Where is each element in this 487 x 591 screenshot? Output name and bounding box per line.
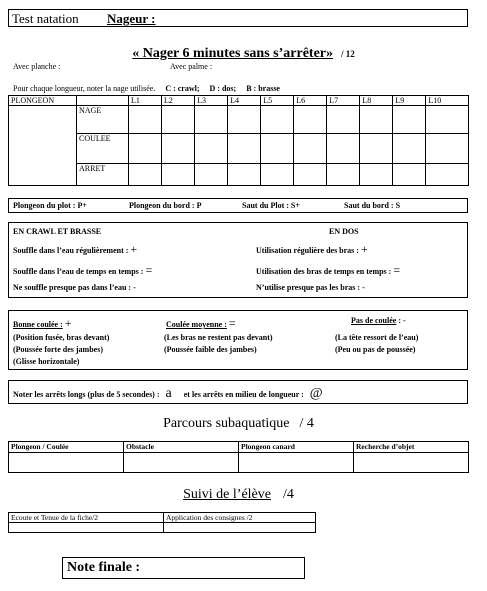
nageur-label: Nageur : <box>107 11 156 26</box>
lap-header: L5 <box>261 96 294 106</box>
suivi-cell[interactable] <box>9 523 164 533</box>
plongeon-legend-box <box>8 198 468 213</box>
dos-item: Utilisation régulière des bras : + <box>256 242 368 256</box>
lap-cell[interactable] <box>360 134 393 164</box>
lap-cell[interactable] <box>294 134 327 164</box>
lap-cell[interactable] <box>129 106 162 134</box>
lap-cell[interactable] <box>360 164 393 186</box>
suivi-title: Suivi de l’élève <box>183 487 271 502</box>
minus-symbol: - <box>133 283 136 292</box>
crawl-item: Souffle dans l’eau régulièrement : + <box>13 242 138 256</box>
test-label: Test natation <box>12 11 79 26</box>
crawl-item: Souffle dans l’eau de temps en temps : = <box>13 263 153 277</box>
code-crawl: C : crawl; <box>165 84 200 93</box>
suivi-col: Ecoute et Tenue de la fiche/2 <box>9 513 164 523</box>
lap-cell[interactable] <box>261 106 294 134</box>
lap-header: L3 <box>195 96 228 106</box>
parcours-col: Recherche d’objet <box>354 442 469 453</box>
crawl-item: Ne souffle presque pas dans l’eau : - <box>13 283 136 292</box>
lap-cell[interactable] <box>129 134 162 164</box>
lap-cell[interactable] <box>393 164 426 186</box>
lap-header: L8 <box>360 96 393 106</box>
lap-cell[interactable] <box>195 164 228 186</box>
code-dos: D : dos; <box>209 84 237 93</box>
lap-cell[interactable] <box>228 134 261 164</box>
nager6-title-row <box>0 44 487 62</box>
code-brasse: B : brasse <box>246 84 280 93</box>
plus-symbol: + <box>64 316 72 330</box>
plongeon-cell[interactable] <box>9 106 77 186</box>
legend-saut-plot: Saut du Plot : S+ <box>242 201 300 210</box>
lap-cell[interactable] <box>426 164 469 186</box>
parcours-cell[interactable] <box>239 453 354 473</box>
arret-long-symbol: a <box>165 386 172 401</box>
bonne-detail: (Poussée forte des jambes) <box>13 345 103 354</box>
legend-bord: Plongeon du bord : P <box>129 201 202 210</box>
equal-symbol: = <box>145 263 153 277</box>
minus-symbol: - <box>362 283 365 292</box>
dos-item: Utilisation des bras de temps en temps : = <box>256 263 401 277</box>
suivi-col: Application des consignes /2 <box>164 513 316 523</box>
lap-header: L2 <box>162 96 195 106</box>
note-finale-box <box>62 557 305 579</box>
lap-cell[interactable] <box>261 164 294 186</box>
bonne-detail: (Glisse horizontale) <box>13 357 80 366</box>
parcours-title: Parcours subaquatique <box>163 416 290 431</box>
lap-cell[interactable] <box>327 164 360 186</box>
lap-header: L9 <box>393 96 426 106</box>
bonne-coulee: Bonne coulée : + <box>13 316 72 330</box>
equal-symbol: = <box>228 316 236 330</box>
avec-planche-label: Avec planche : <box>13 62 61 71</box>
suivi-title-row <box>0 485 477 503</box>
lap-cell[interactable] <box>228 164 261 186</box>
coulee-box <box>8 310 468 370</box>
plus-symbol: + <box>360 242 368 256</box>
lap-header: L4 <box>228 96 261 106</box>
parcours-cell[interactable] <box>9 453 124 473</box>
lap-cell[interactable] <box>129 164 162 186</box>
parcours-score: / 4 <box>299 416 314 431</box>
nage-instruction: Pour chaque longueur, noter la nage utilisée. <box>13 84 156 93</box>
crawl-dos-box <box>8 222 468 298</box>
row-label-coulee: COULEE <box>77 134 129 164</box>
suivi-table <box>8 512 316 533</box>
nager6-title: « Nager 6 minutes sans s’arrêter» <box>132 46 333 61</box>
pas-detail: (Peu ou pas de poussée) <box>335 345 416 354</box>
plongeon-header: PLONGEON <box>9 96 77 106</box>
parcours-col: Obstacle <box>124 442 239 453</box>
bonne-detail: (Position fusée, bras devant) <box>13 333 110 342</box>
row-label-nage: NAGE <box>77 106 129 134</box>
lap-cell[interactable] <box>162 134 195 164</box>
lap-cell[interactable] <box>327 106 360 134</box>
nage-instruction-row <box>13 84 280 93</box>
pas-detail: (La tête ressort de l’eau) <box>335 333 419 342</box>
arret-milieu-symbol: @ <box>309 386 323 401</box>
suivi-score: /4 <box>282 487 294 502</box>
nager6-score: / 12 <box>341 49 355 59</box>
lap-cell[interactable] <box>162 164 195 186</box>
parcours-title-row <box>0 414 477 432</box>
crawl-heading: EN CRAWL ET BRASSE <box>13 227 102 236</box>
parcours-table <box>8 441 469 473</box>
nage-header <box>77 96 129 106</box>
lap-cell[interactable] <box>426 106 469 134</box>
parcours-col: Plongeon canard <box>239 442 354 453</box>
minus-symbol: : - <box>398 316 406 325</box>
equal-symbol: = <box>393 263 401 277</box>
header-box <box>8 9 468 27</box>
lap-cell[interactable] <box>360 106 393 134</box>
suivi-cell[interactable] <box>164 523 316 533</box>
lap-header: L6 <box>294 96 327 106</box>
avec-palme-label: Avec palme : <box>170 62 213 71</box>
lap-cell[interactable] <box>393 134 426 164</box>
moyenne-detail: (Les bras ne restent pas devant) <box>164 333 273 342</box>
lap-cell[interactable] <box>426 134 469 164</box>
lap-cell[interactable] <box>195 134 228 164</box>
moyenne-coulee: Coulée moyenne : = <box>166 316 236 330</box>
laps-table <box>8 95 469 186</box>
arrets-line: Noter les arrêts longs (plus de 5 secondes) : a et les arrêts en milieu de longueur : @ <box>13 386 323 401</box>
lap-cell[interactable] <box>327 134 360 164</box>
parcours-cell[interactable] <box>354 453 469 473</box>
dos-heading: EN DOS <box>329 227 359 236</box>
lap-header: L1 <box>129 96 162 106</box>
lap-cell[interactable] <box>294 106 327 134</box>
lap-cell[interactable] <box>294 164 327 186</box>
legend-saut-bord: Saut du bord : S <box>344 201 401 210</box>
parcours-col: Plongeon / Coulée <box>9 442 124 453</box>
note-finale-label: Note finale : <box>67 560 141 575</box>
lap-header: L10 <box>426 96 469 106</box>
row-label-arret: ARRET <box>77 164 129 186</box>
arrets-box <box>8 380 468 404</box>
moyenne-detail: (Poussée faible des jambes) <box>164 345 257 354</box>
legend-plot-plus: Plongeon du plot : P+ <box>13 201 87 210</box>
dos-item: N’utilise presque pas les bras : - <box>256 283 365 292</box>
lap-cell[interactable] <box>195 106 228 134</box>
lap-cell[interactable] <box>393 106 426 134</box>
lap-cell[interactable] <box>162 106 195 134</box>
pas-coulee: Pas de coulée : - <box>351 316 406 325</box>
parcours-cell[interactable] <box>124 453 239 473</box>
lap-header: L7 <box>327 96 360 106</box>
plus-symbol: + <box>130 242 138 256</box>
lap-cell[interactable] <box>228 106 261 134</box>
lap-cell[interactable] <box>261 134 294 164</box>
